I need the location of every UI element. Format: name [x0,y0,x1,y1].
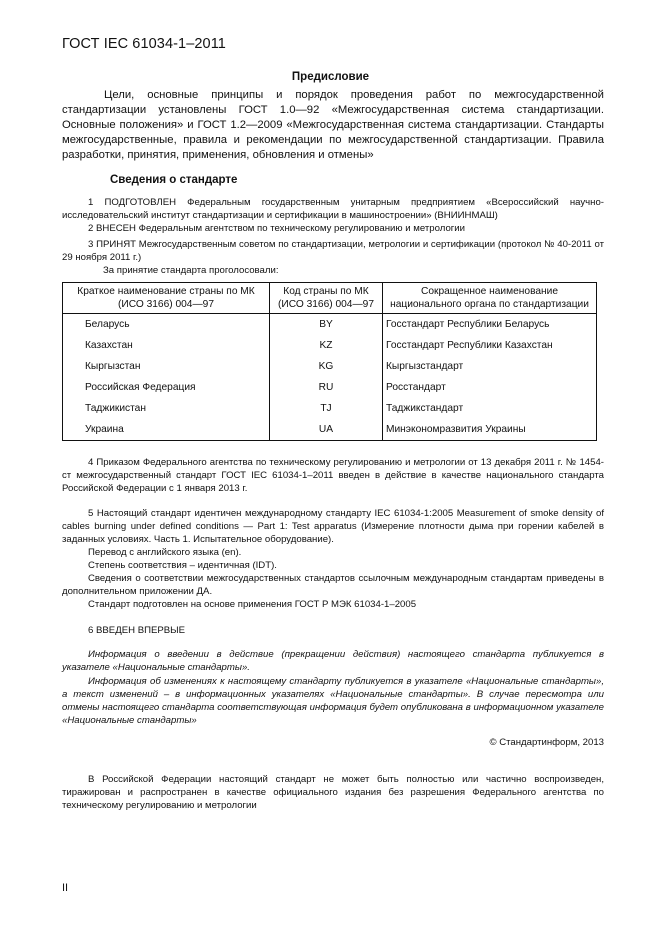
info-notice-1: Информация о введении в действие (прекращении действия) настоящего стандарта публикуется в указателе «Национальные стандарты». [62,649,604,673]
table-row [63,314,597,336]
national-body-cell: Минэкономразвития Украины [383,419,597,441]
item-4-order: 4 Приказом Федерального агентства по техническому регулированию и метрологии от 13 декабря 2011 г. № 1454-ст межгосударственный стандарт ГОСТ IEC 61034-1–2011 введен в действие в качестве национального стандарта Российской Федерации с 1 января 2013 г. [62,457,604,494]
country-code-cell: KG [270,356,383,377]
item-5-references: Сведения о соответствии межгосударственных стандартов ссылочным международным стандартам приведены в дополнительном приложении ДА. [62,573,604,597]
info-notice-2: Информация об изменениях к настоящему стандарту публикуется в указателе «Национальные стандарты», а текст изменений – в информационных указателях «Национальные стандарты». В случае пересмотра или отмены настоящего стандарта соответствующая информация будет опубликована в информационном указателе «Национальные стандарты» [62,676,604,726]
page-number: II [62,882,69,894]
country-name-cell: Беларусь [63,314,270,336]
item-5-identical: 5 Настоящий стандарт идентичен международному стандарту IEC 61034-1:2005 Measurement of smoke density of cables burning under defined conditions — Part 1: Test apparatus (Измерение плотности дыма при горении кабелей в заданных условиях. Часть 1. Испытательное оборудование). [62,508,604,545]
header-country-name: Краткое наименование страны по МК (ИСО 3166) 004—97 [63,283,270,314]
item-3-adopted: 3 ПРИНЯТ Межгосударственным советом по стандартизации, метрологии и сертификации (протокол № 40-2011 от 29 ноября 2011 г.) [62,239,604,263]
reproduction-notice: В Российской Федерации настоящий стандарт не может быть полностью или частично воспроизведен, тиражирован и распространен в качестве официального издания без разрешения Федерального агентства по техническому регулированию и метрологии [62,774,604,811]
copyright: © Стандартинформ, 2013 [489,737,604,748]
countries-table [62,282,597,441]
item-5-basis: Стандарт подготовлен на основе применения ГОСТ Р МЭК 61034-1–2005 [88,599,417,610]
country-code-cell: TJ [270,398,383,419]
item-2-introduced: 2 ВНЕСЕН Федеральным агентством по техническому регулированию и метрологии [88,223,466,234]
country-code-cell: KZ [270,335,383,356]
country-code-cell: UA [270,419,383,441]
country-name-cell: Кыргызстан [63,356,270,377]
item-1-prepared: 1 ПОДГОТОВЛЕН Федеральным государственным унитарным предприятием «Всероссийский научно-исследовательский институт стандартизации и сертификации в машиностроении» (ВНИИНМАШ) [62,197,604,221]
table-row [63,356,597,377]
country-name-cell: Таджикистан [63,398,270,419]
national-body-cell: Госстандарт Республики Беларусь [383,314,597,336]
national-body-cell: Кыргызстандарт [383,356,597,377]
item-5-translation: Перевод с английского языка (en). [88,547,242,558]
item-6-first-introduced: 6 ВВЕДЕН ВПЕРВЫЕ [88,625,186,636]
table-header-row [63,283,597,314]
header-country-code: Код страны по МК (ИСО 3166) 004—97 [270,283,383,314]
standard-info-heading: Сведения о стандарте [110,174,238,186]
header-national-body: Сокращенное наименование национального органа по стандартизации [383,283,597,314]
national-body-cell: Таджикстандарт [383,398,597,419]
intro-paragraph: Цели, основные принципы и порядок проведения работ по межгосударственной стандартизации установлены ГОСТ 1.0—92 «Межгосударственная система стандартизации. Основные положения» и ГОСТ 1.2—2009 «Межгосударственная система стандартизации. Стандарты межгосударственные, правила и рекомендации по межгосударственной стандартизации. Правила разработки, принятия, применения, обновления и отмены» [62,89,604,161]
vote-label: За принятие стандарта проголосовали: [103,265,279,276]
country-code-cell: BY [270,314,383,336]
document-header: ГОСТ IEC 61034-1–2011 [62,36,226,52]
country-name-cell: Российская Федерация [63,377,270,398]
national-body-cell: Росстандарт [383,377,597,398]
country-name-cell: Украина [63,419,270,441]
table-row [63,419,597,441]
country-code-cell: RU [270,377,383,398]
foreword-title: Предисловие [291,71,370,83]
country-name-cell: Казахстан [63,335,270,356]
table-row [63,377,597,398]
item-5-degree: Степень соответствия – идентичная (IDT). [88,560,277,571]
table-row [63,398,597,419]
table-row [63,335,597,356]
national-body-cell: Госстандарт Республики Казахстан [383,335,597,356]
